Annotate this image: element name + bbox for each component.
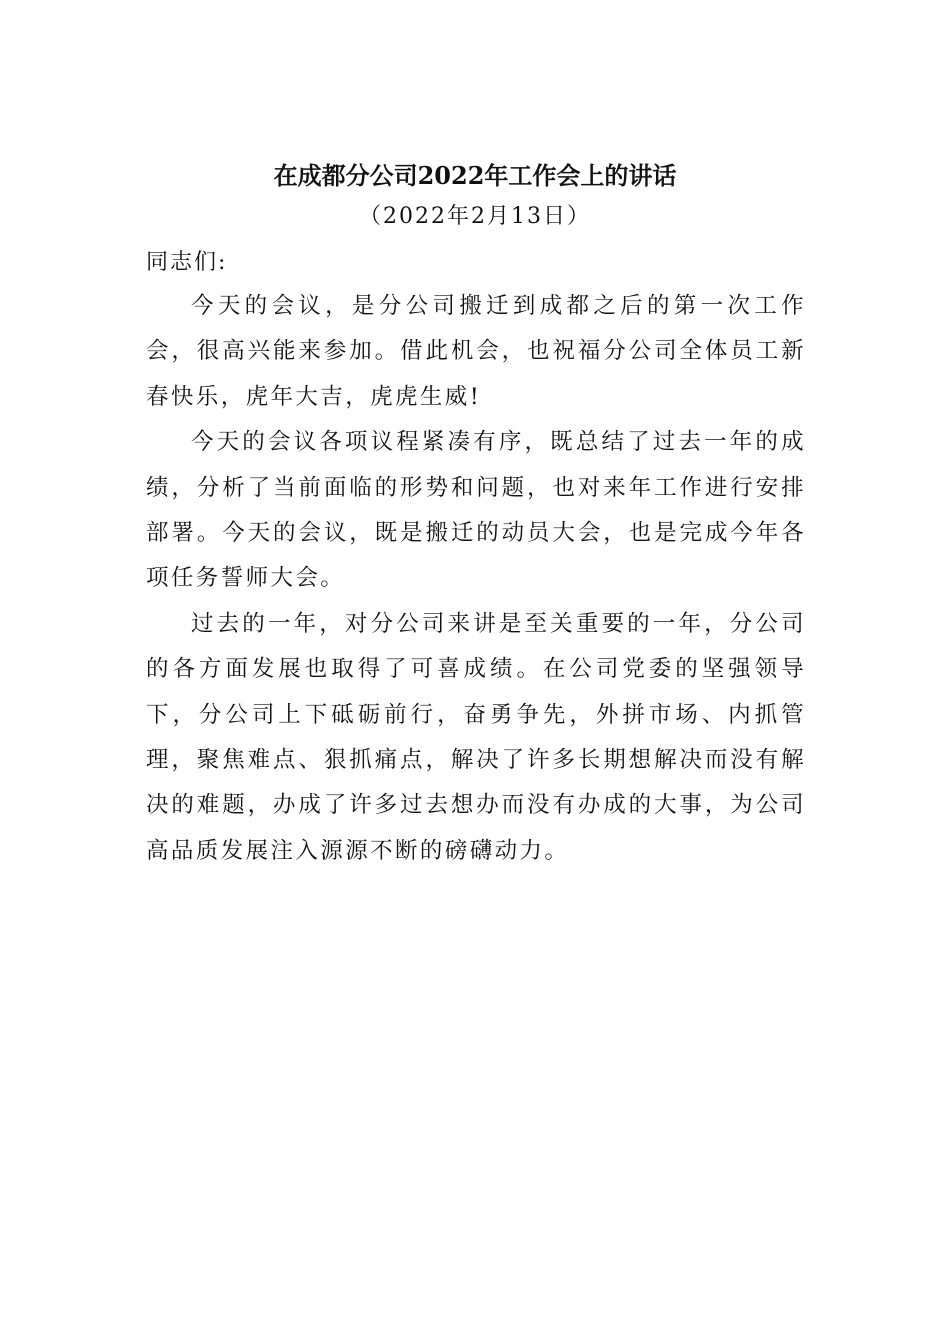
paragraph-2: 今天的会议各项议程紧凑有序，既总结了过去一年的成绩，分析了当前面临的形势和问题，也对来年工作进行安排部署。今天的会议，既是搬迁的动员大会，也是完成今年各项任务誓师大会。 bbox=[146, 429, 806, 592]
document-title: 在成都分公司2022年工作会上的讲话 bbox=[273, 161, 677, 190]
paragraph-3: 过去的一年，对分公司来讲是至关重要的一年，分公司的各方面发展也取得了可喜成绩。在公司党委的坚强领导下，分公司上下砥砺前行，奋勇争先，外拼市场、内抓管理，聚焦难点、狠抓痛点，解决了许多长期想解决而没有解决的难题，办成了许多过去想办而没有办成的大事，为公司高品质发展注入源源不断的磅礴动力。 bbox=[146, 610, 806, 864]
paragraph-1: 今天的会议，是分公司搬迁到成都之后的第一次工作会，很高兴能来参加。借此机会，也祝福分公司全体员工新春快乐，虎年大吉，虎虎生威! bbox=[146, 293, 806, 410]
document-date: （2022年2月13日） bbox=[359, 204, 591, 229]
document-body bbox=[146, 284, 806, 874]
salutation: 同志们: bbox=[146, 250, 228, 275]
